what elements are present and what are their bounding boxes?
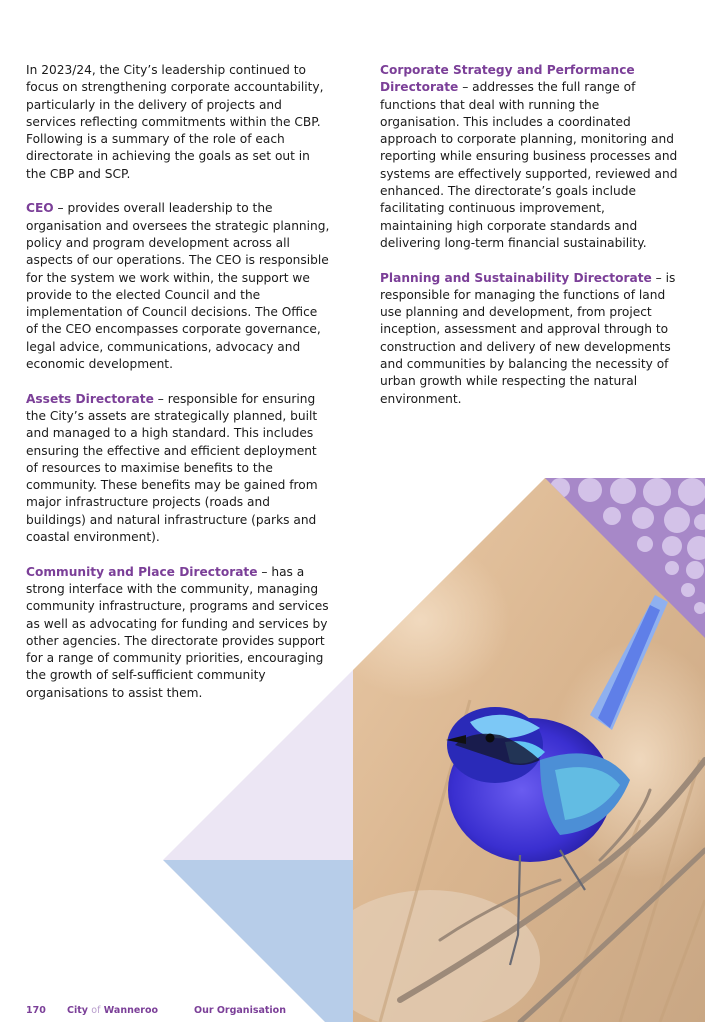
footer-brand [67, 1005, 158, 1016]
ceo-text: – provides overall leadership to the organisation and oversees the strategic planning, policy and program development across all aspects of our operations. The CEO is responsible for the system we work within, the support we provide to the elected Council and the implementation of Council decisions. The Office of the CEO encompasses corporate governance, legal advice, communications, advocacy and economic development. [26, 201, 330, 372]
right-column [380, 62, 680, 425]
intro-paragraph: In 2023/24, the City’s leadership continued to focus on strengthening corporate accountability, particularly in the delivery of projects and services reflecting commitments within the CBP. Following is a summary of the role of each directorate in achieving the goals as set out in the CBP and SCP. [26, 63, 324, 181]
ceo-paragraph [26, 200, 330, 373]
corporate-text: – addresses the full range of functions that deal with running the organisation. This includes a coordinated approach to corporate planning, monitoring and reporting while ensuring business processes and systems are effectively supported, reviewed and enhanced. The directorate’s goals include facilitating continuous improvement, maintaining high corporate standards and delivering long-term financial sustainability. [380, 80, 678, 250]
assets-heading: Assets Directorate [26, 391, 154, 406]
page-number: 170 [26, 1005, 46, 1016]
blue-triangle [163, 860, 353, 1022]
corporate-heading: Corporate Strategy and Performance Directorate [380, 63, 635, 95]
brand-city: City [67, 1005, 88, 1016]
community-paragraph [26, 564, 330, 702]
planning-paragraph [380, 270, 680, 408]
assets-paragraph [26, 391, 330, 547]
ceo-heading: CEO [26, 201, 54, 216]
planning-heading: Planning and Sustainability Directorate [380, 270, 652, 285]
assets-text: – responsible for ensuring the City’s assets are strategically planned, built and managed to a high standard. This includes ensuring the effective and efficient deployment of resources to maximise benefits to the community. These benefits may be gained from major infrastructure projects (roads and buildings) and natural infrastructure (parks and coastal environment). [26, 391, 318, 545]
corporate-paragraph [380, 62, 680, 252]
planning-text: – is responsible for managing the functions of land use planning and development, from project inception, assessment and approval through to construction and delivery of new developments and communities by balancing the necessity of urban growth while respecting the natural environment. [380, 270, 676, 406]
left-column [26, 62, 330, 719]
footer-section: Our Organisation [194, 1005, 286, 1016]
brand-name: Wanneroo [103, 1005, 159, 1016]
brand-of: of [91, 1005, 101, 1016]
community-heading: Community and Place Directorate [26, 564, 258, 579]
community-text: – has a strong interface with the community, managing community infrastructure, programs and services as well as advocating for funding and services by other agencies. The directorate provides support for a range of community priorities, encouraging the growth of self-sufficient community organisations to assist them. [26, 564, 329, 700]
